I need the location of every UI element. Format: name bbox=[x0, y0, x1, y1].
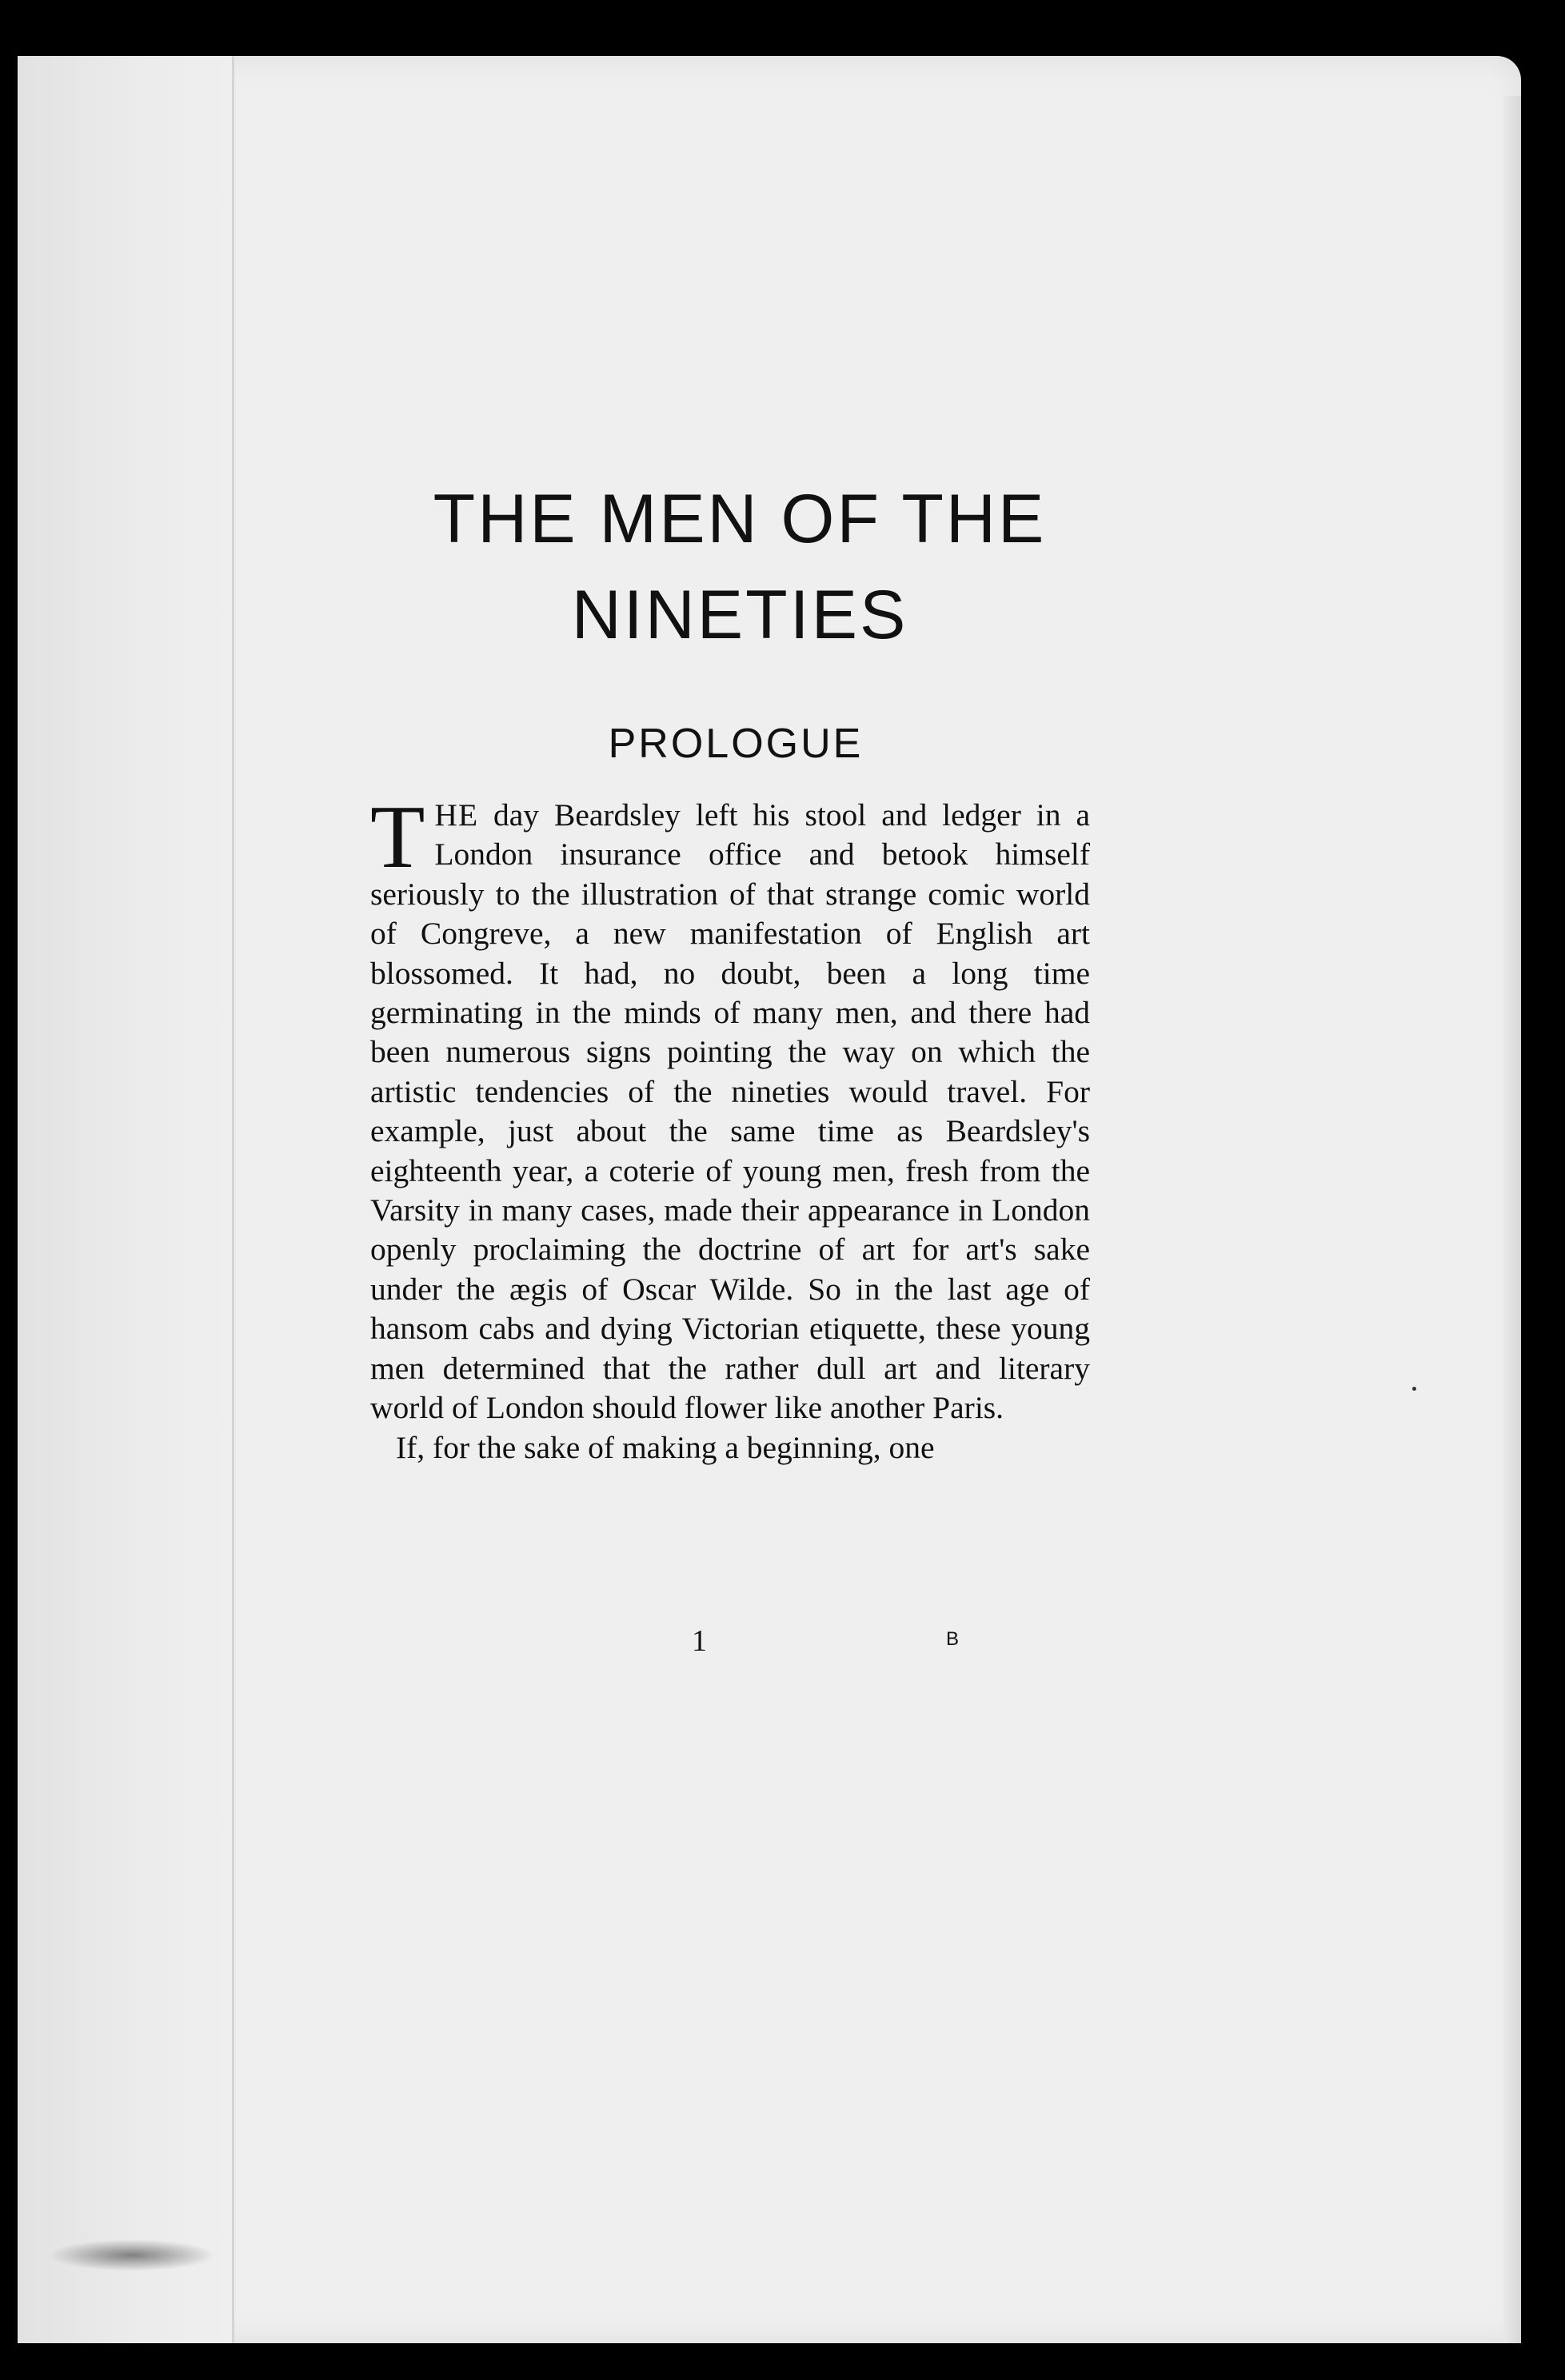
body-text bbox=[370, 788, 1090, 1468]
book-title-line-2: NINETIES bbox=[571, 577, 908, 653]
ink-speck bbox=[1412, 1387, 1416, 1391]
page-number: 1 bbox=[692, 1624, 707, 1658]
paragraph-2: If, for the sake of making a beginning, one bbox=[396, 1429, 935, 1465]
signature-mark: B bbox=[946, 1628, 960, 1650]
page-gutter bbox=[18, 56, 234, 2343]
page-footer bbox=[370, 1623, 1090, 1658]
page-fold-line bbox=[232, 56, 234, 2343]
page-edge-shadow bbox=[1503, 96, 1521, 2343]
ink-smudge bbox=[48, 2239, 216, 2271]
paragraph-1-text: day Beardsley left his stool and ledger in a London insurance office and betook himself seriously to the illustration of that strange comic world of Congreve, a new manifestation of English art blossomed. It had, no doubt, been a long time germinating in the minds of many men, and there had been numerous signs pointing the way on which the artistic tendencies of the nineties would travel. For example, just about the same time as Beardsley's eighteenth year, a coterie of young men, fresh from the Varsity in many cases, made their appearance in London openly proclaiming the doctrine of art for art's sake under the ægis of Oscar Wilde. So in the last age of hansom cabs and dying Victorian etiquette, these young men determined that the rather dull art and literary world of London should flower like another Paris. bbox=[370, 797, 1090, 1426]
book-title-line-1: THE MEN OF THE bbox=[433, 481, 1047, 557]
chapter-heading: PROLOGUE bbox=[608, 721, 864, 767]
first-word-small-caps: HE bbox=[434, 797, 479, 833]
drop-cap: T bbox=[370, 788, 425, 887]
paragraph-1 bbox=[370, 788, 1090, 1428]
